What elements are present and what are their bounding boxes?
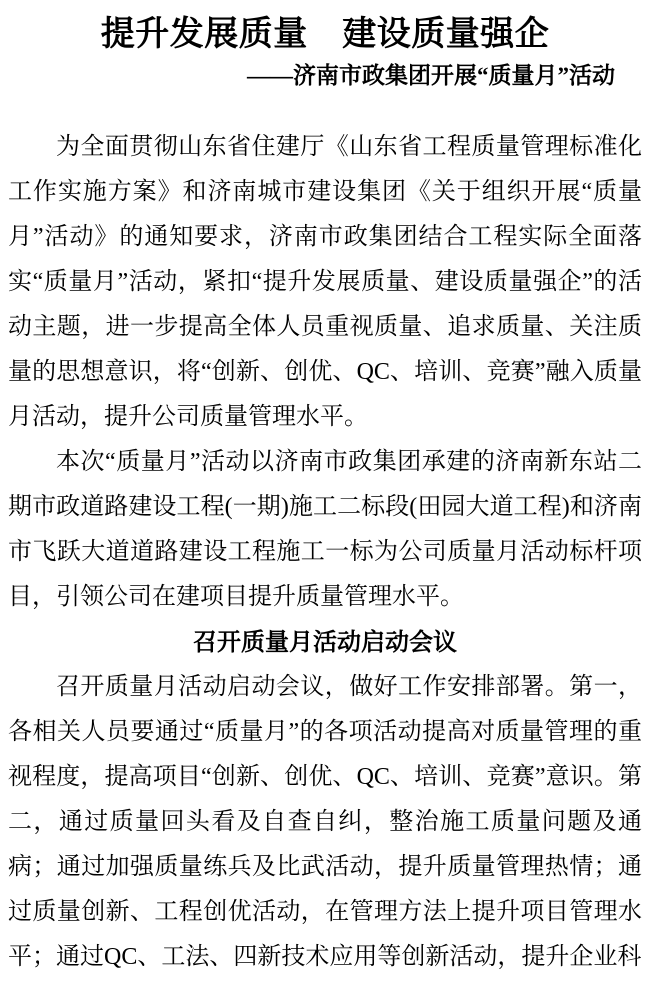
document-title: 提升发展质量 建设质量强企 xyxy=(100,15,550,53)
intro-paragraph-1: 为全面贯彻山东省住建厅《山东省工程质量管理标准化工作实施方案》和济南城市建设集团《关于组织开展“质量月”活动》的通知要求，济南市政集团结合工程实际全面落实“质量月”活动，紧扣“提升发展质量、建设质量强企”的活动主题，进一步提高全体人员重视质量、追求质量、关注质量的思想意识，将“创新、创优、QC、培训、竞赛”融入质量月活动，提升公司质量管理水平。 xyxy=(8,134,642,430)
section-paragraph-1: 召开质量月活动启动会议，做好工作安排部署。第一，各相关人员要通过“质量月”的各项活动提高对质量管理的重视程度，提高项目“创新、创优、QC、培训、竞赛”意识。第二，通过质量回头看及自查自纠，整治施工质量问题及通病；通过加强质量练兵及比武活动，提升质量管理热情；通过质量创新、工程创优活动，在管理方法上提升项目管理水平；通过QC、工法、四新技术应用等创新活动，提升企业科 xyxy=(8,674,642,970)
document-subtitle: ——济南市政集团开展“质量月”活动 xyxy=(247,63,615,88)
section-heading: 召开质量月活动启动会议 xyxy=(193,629,457,656)
document-body xyxy=(8,125,642,980)
intro-paragraph-2: 本次“质量月”活动以济南市政集团承建的济南新东站二期市政道路建设工程(一期)施工二标段(田园大道工程)和济南市飞跃大道道路建设工程施工一标为公司质量月活动标杆项目，引领公司在建项目提升质量管理水平。 xyxy=(8,449,642,610)
